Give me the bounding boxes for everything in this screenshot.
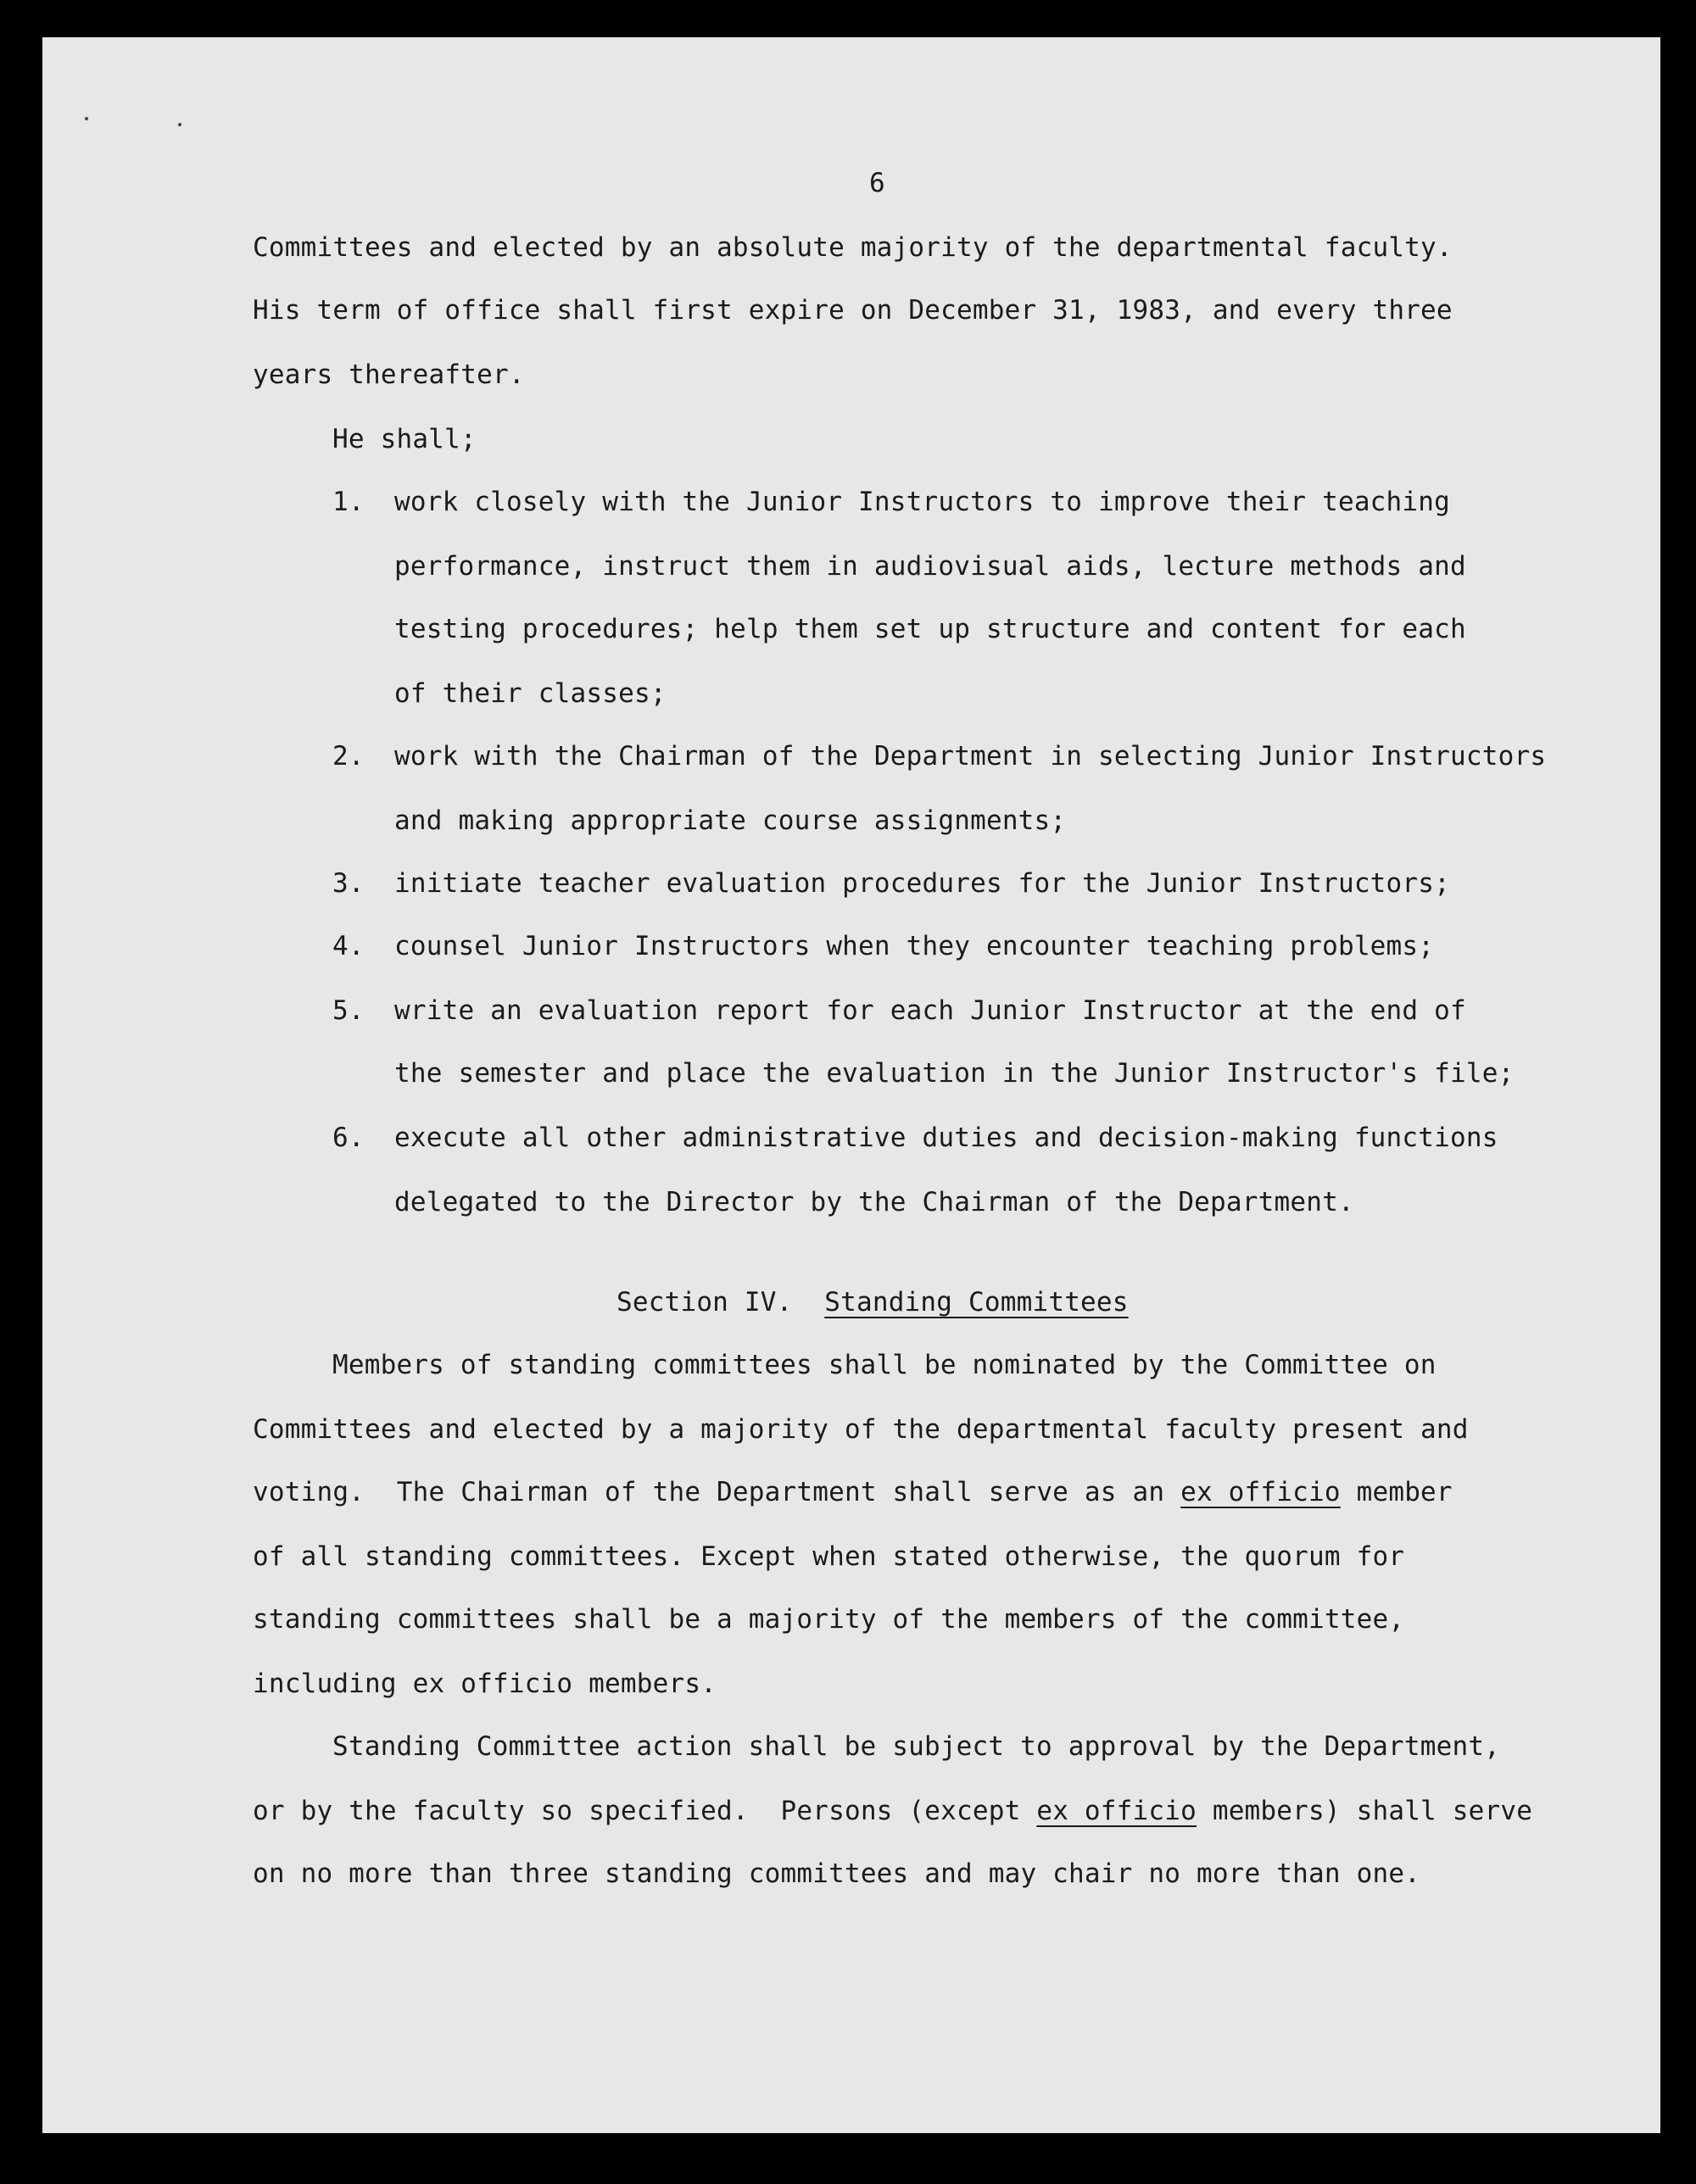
paragraph-line: of all standing committees. Except when stated otherwise, the quorum for xyxy=(253,1541,1405,1572)
duty-line: execute all other administrative duties and decision-making functions xyxy=(394,1123,1498,1153)
section-label: Section IV. xyxy=(616,1287,793,1318)
ex-officio-term: ex officio xyxy=(1180,1477,1341,1507)
paragraph-line: including ex officio members. xyxy=(253,1669,717,1699)
scan-speck xyxy=(178,123,181,126)
duty-number: 2. xyxy=(332,741,365,772)
paragraph-line: on no more than three standing committees and may chair no more than one. xyxy=(253,1858,1421,1889)
duty-number: 3. xyxy=(332,868,365,899)
paragraph-line: Standing Committee action shall be subject to approval by the Department, xyxy=(332,1731,1501,1762)
duty-number: 6. xyxy=(332,1123,365,1153)
duty-line: performance, instruct them in audiovisual aids, lecture methods and xyxy=(394,551,1466,582)
paragraph-line: voting. The Chairman of the Department shall serve as an ex officio member xyxy=(253,1477,1453,1507)
paragraph-line: or by the faculty so specified. Persons (except ex officio members) shall serve xyxy=(253,1796,1533,1826)
duty-number: 5. xyxy=(332,995,365,1026)
intro-line: years thereafter. xyxy=(253,359,525,390)
duty-line: counsel Junior Instructors when they encounter teaching problems; xyxy=(394,931,1435,961)
intro-line: His term of office shall first expire on December 31, 1983, and every three xyxy=(253,295,1453,326)
duty-line: initiate teacher evaluation procedures for the Junior Instructors; xyxy=(394,868,1450,899)
duty-number: 4. xyxy=(332,931,365,961)
duty-line: the semester and place the evaluation in the Junior Instructor's file; xyxy=(394,1058,1515,1089)
section-title: Standing Committees xyxy=(824,1287,1129,1318)
duty-number: 1. xyxy=(332,487,365,517)
duty-line: of their classes; xyxy=(394,678,667,709)
page-number: 6 xyxy=(869,168,885,198)
duty-line: write an evaluation report for each Junior Instructor at the end of xyxy=(394,995,1466,1026)
duty-line: work closely with the Junior Instructors to improve their teaching xyxy=(394,487,1450,517)
ex-officio-term: ex officio xyxy=(1036,1796,1197,1826)
paragraph-line: Committees and elected by a majority of the departmental faculty present and xyxy=(253,1414,1469,1445)
duty-line: work with the Chairman of the Department in selecting Junior Instructors xyxy=(394,741,1547,772)
duty-line: testing procedures; help them set up structure and content for each xyxy=(394,614,1466,644)
scan-speck xyxy=(85,117,88,120)
paragraph-line: standing committees shall be a majority of the members of the committee, xyxy=(253,1604,1405,1635)
he-shall: He shall; xyxy=(332,424,477,454)
paragraph-line: Members of standing committees shall be nominated by the Committee on xyxy=(332,1350,1437,1380)
duty-line: and making appropriate course assignments; xyxy=(394,805,1067,836)
duty-line: delegated to the Director by the Chairman of the Department. xyxy=(394,1187,1354,1217)
section-heading xyxy=(616,1287,1129,1318)
intro-line: Committees and elected by an absolute majority of the departmental faculty. xyxy=(253,232,1453,263)
